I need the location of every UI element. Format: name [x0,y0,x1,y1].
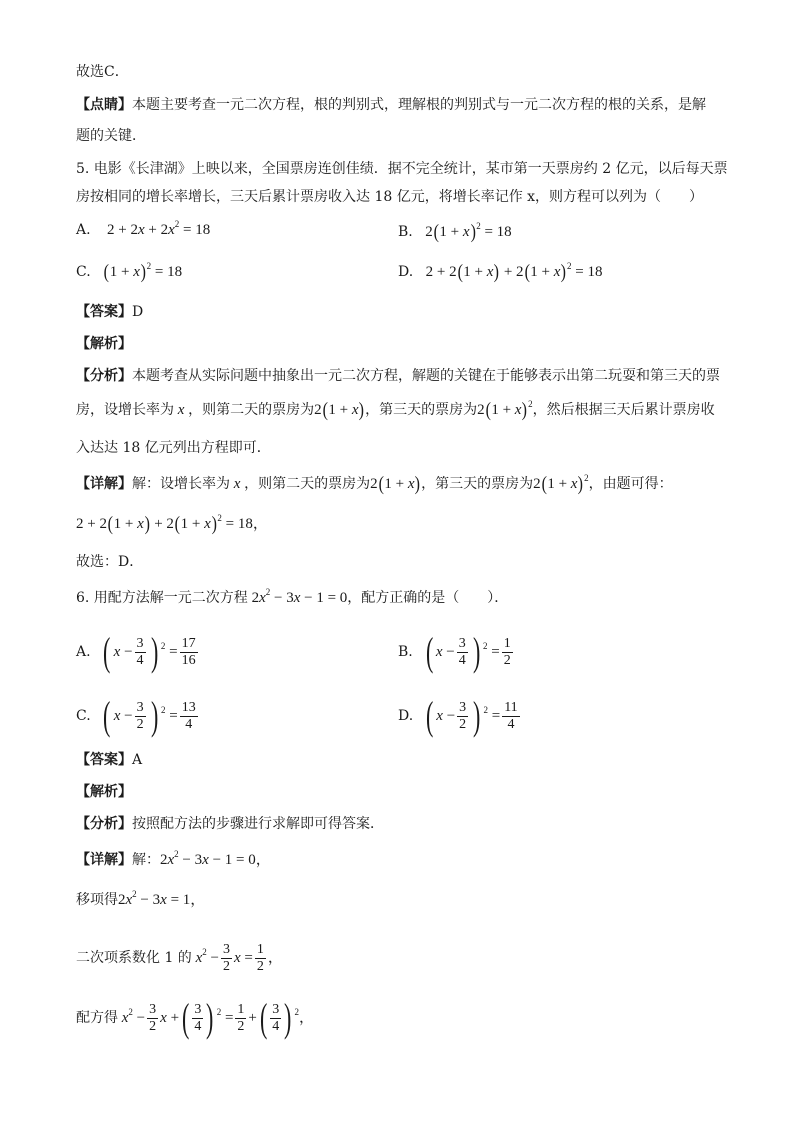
q6-step-yixiang: 移项得$2x^2 - 3x = 1$， [76,889,206,908]
conclusion-prev: 故选C． [76,64,129,80]
q5-detail-equation: $2 + 2(1 + x) + 2(1 + x)^2 = 18$， [76,513,268,535]
q6-answer: 【答案】A [76,752,143,768]
q6-option-d: D. ( x − $\frac{3}{2}$ ) $^2$ = $\frac{11}{4}$ [398,693,518,738]
dianjing-tag: 【点睛】 [76,97,132,113]
q5-option-c: C. $(1 + x)^2 = 18$ [76,261,183,283]
q5-option-d: D. $2 + 2(1 + x) + 2(1 + x)^2 = 18$ [398,261,603,283]
dianjing-text-1: 本题主要考查一元二次方程，根的判别式，理解根的判别式与一元二次方程的根的关系，是解 [132,97,706,113]
q6-stem: 6. 用配方法解一元二次方程 $2x^2 - 3x - 1 = 0$，配方正确的是（ ）． [76,587,509,606]
q5-detail-line-1: 【详解】解：设增长率为 x ，则第二天的票房为2(1 + x)，第三天的票房为$2(1 + x)^2$，由题可得： [76,473,673,495]
q6-step-xishu: 二次项系数化 1 的 $x^2$ − $\frac{3}{2}$ x = $\frac{1}{2}$ ， [76,942,283,975]
q5-stem-2: 房按相同的增长率增长，三天后累计票房收入达 18 亿元，将增长率记作 x，则方程可以列为（ ） [76,189,704,205]
q5-fenxi-line-1: 【分析】本题考查从实际问题中抽象出一元二次方程，解题的关键在于能够表示出第二玩耍和第三天的票 [76,368,720,384]
q5-fenxi-line-3: 入达达 18 亿元列出方程即可． [76,440,271,456]
q5-option-a: A. $2 + 2x + 2x^2 = 18$ [76,219,211,238]
q6-option-c: C. ( x − $\frac{3}{2}$ ) $^2$ = $\frac{13}{4}$ [76,693,196,738]
dianjing-line-1 [76,95,706,115]
q6-step-peifang: 配方得 $x^2$ − $\frac{3}{2}$ x +( $\frac{3}{4}$ ) $^2$ = $\frac{1}{2}$ +( $\frac{3}{4}$ ) $^2$， [76,995,315,1040]
dianjing-line-2: 题的关键． [76,128,146,144]
q5-answer: 【答案】D [76,304,144,320]
q5-stem-1: 5. 电影《长津湖》上映以来，全国票房连创佳绩．据不完全统计，某市第一天票房约 2 亿元，以后每天票 [76,161,728,177]
q5-analysis-tag: 【解析】 [76,336,132,352]
q6-fenxi: 【分析】按照配方法的步骤进行求解即可得答案． [76,816,384,832]
q6-detail-line-1: 【详解】解：$2x^2 - 3x - 1 = 0$， [76,849,271,868]
q5-conclusion: 故选：D． [76,554,144,570]
q6-option-a: A. ( x − $\frac{3}{4}$ ) $^2$ = $\frac{17}{16}$ [76,629,196,674]
q6-option-b: B. ( x − $\frac{3}{4}$ ) $^2$ = $\frac{1}{2}$ [398,629,511,674]
q5-option-b: B. $2(1 + x)^2 = 18$ [398,221,512,243]
q5-fenxi-line-2: 房，设增长率为 x ，则第二天的票房为2(1 + x)，第三天的票房为$2(1 + x)^2$，然后根据三天后累计票房收 [76,399,715,421]
q6-analysis-tag: 【解析】 [76,784,132,800]
